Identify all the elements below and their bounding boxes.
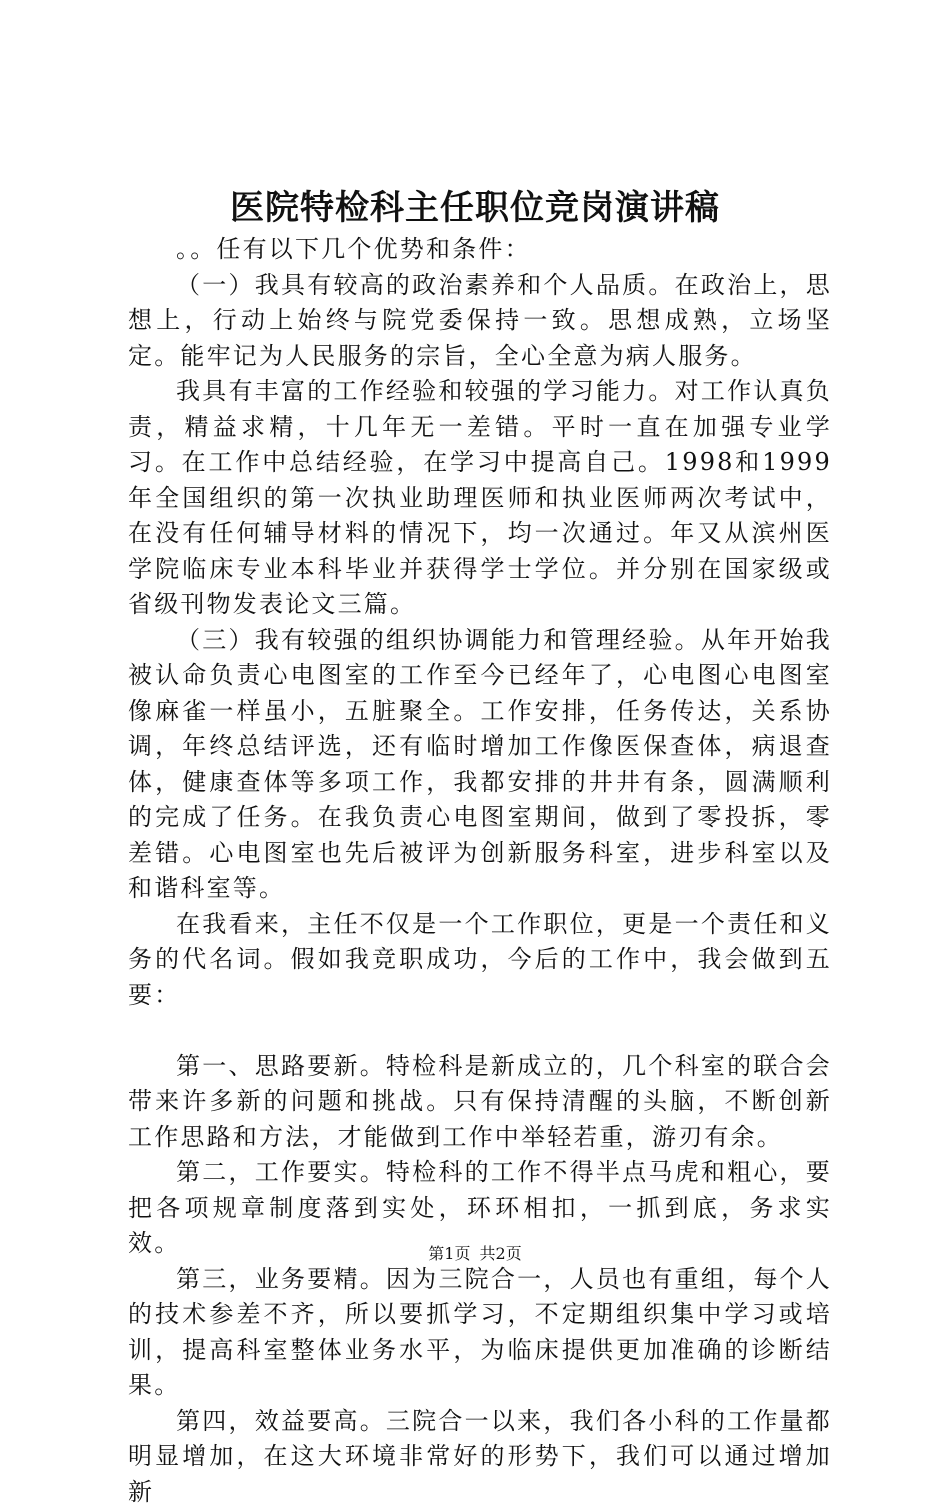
- paragraph-intro: 。。任有以下几个优势和条件：: [128, 232, 832, 268]
- document-body: [128, 232, 832, 1510]
- paragraph-work-experience: 我具有丰富的工作经验和较强的学习能力。对工作认真负责，精益求精，十几年无一差错。平时一直在加强专业学习。在工作中总结经验，在学习中提高自己。1998和1999年全国组织的第一次执业助理医师和执业医师两次考试中，在没有任何辅导材料的情况下，均一次通过。年又从滨州医学院临床专业本科毕业并获得学士学位。并分别在国家级或省级刊物发表论文三篇。: [128, 374, 832, 623]
- paragraph-second-point: 第二，工作要实。特检科的工作不得半点马虎和粗心，要把各项规章制度落到实处，环环相扣，一抓到底，务求实效。: [128, 1155, 832, 1262]
- paragraph-political-quality: （一）我具有较高的政治素养和个人品质。在政治上，思想上，行动上始终与院党委保持一致。思想成熟，立场坚定。能牢记为人民服务的宗旨，全心全意为病人服务。: [128, 268, 832, 375]
- paragraph-third-point: 第三，业务要精。因为三院合一，人员也有重组，每个人的技术参差不齐，所以要抓学习，不定期组织集中学习或培训，提高科室整体业务水平，为临床提供更加准确的诊断结果。: [128, 1262, 832, 1404]
- page-total: 共2页: [480, 1244, 522, 1263]
- paragraph-five-requirements: 在我看来，主任不仅是一个工作职位，更是一个责任和义务的代名词。假如我竞职成功，今后的工作中，我会做到五要：: [128, 907, 832, 1014]
- paragraph-first-point: 第一、思路要新。特检科是新成立的，几个科室的联合会带来许多新的问题和挑战。只有保持清醒的头脑，不断创新工作思路和方法，才能做到工作中举轻若重，游刃有余。: [128, 1049, 832, 1156]
- page-number: 第1页: [428, 1244, 470, 1263]
- document-title: 医院特检科主任职位竞岗演讲稿: [0, 183, 950, 233]
- paragraph-organization-ability: （三）我有较强的组织协调能力和管理经验。从年开始我被认命负责心电图室的工作至今已经年了，心电图心电图室像麻雀一样虽小，五脏聚全。工作安排，任务传达，关系协调，年终总结评选，还有临时增加工作像医保查体，病退查体，健康查体等多项工作，我都安排的井井有条，圆满顺利的完成了任务。在我负责心电图室期间，做到了零投拆，零差错。心电图室也先后被评为创新服务科室，进步科室以及和谐科室等。: [128, 623, 832, 907]
- paragraph-fourth-point: 第四，效益要高。三院合一以来，我们各小科的工作量都明显增加，在这大环境非常好的形势下，我们可以通过增加新: [128, 1404, 832, 1510]
- page-footer: [0, 1243, 950, 1265]
- paragraph-gap: [128, 1013, 832, 1049]
